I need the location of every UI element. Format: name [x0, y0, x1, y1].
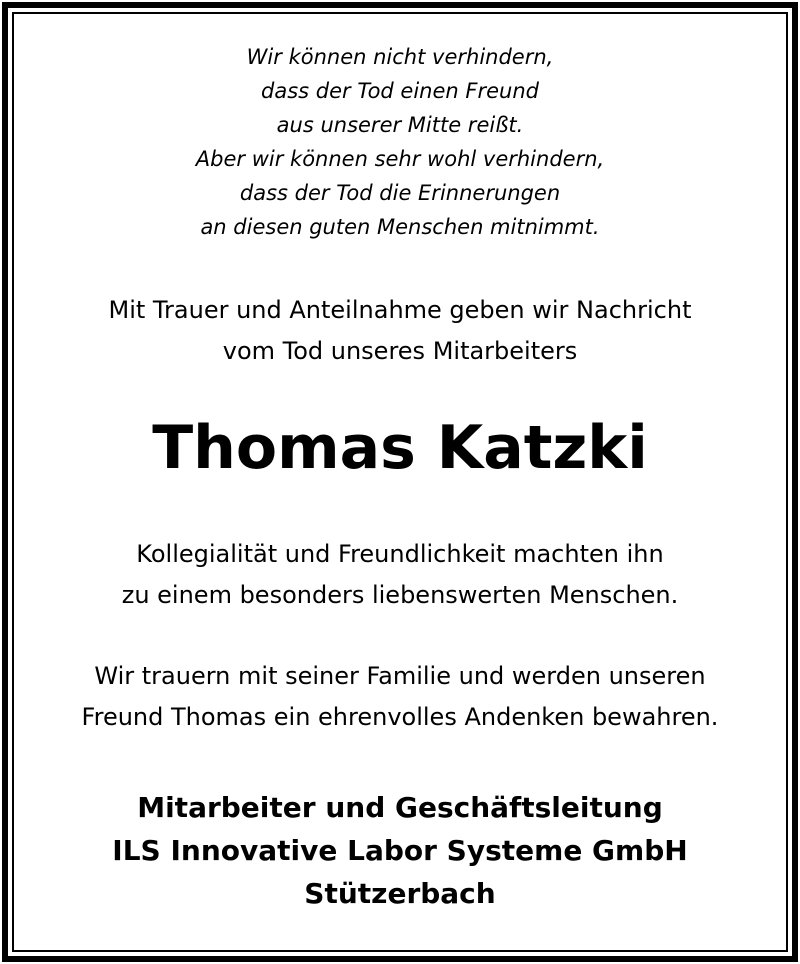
- tribute-line: zu einem besonders liebenswerten Menschen.: [121, 581, 679, 609]
- announcement-intro: [14, 290, 786, 372]
- poem-line: dass der Tod die Erinnerungen: [239, 181, 561, 205]
- mourning-line: Wir trauern mit seiner Familie und werden unseren: [94, 662, 706, 690]
- memorial-poem: [14, 40, 786, 244]
- company-location: Stützerbach: [304, 877, 496, 910]
- deceased-name: Thomas Katzki: [152, 413, 648, 483]
- poem-line: Wir können nicht verhindern,: [246, 45, 554, 69]
- signature-block: [14, 786, 786, 915]
- mourning-text: [14, 656, 786, 738]
- poem-line: Aber wir können sehr wohl verhindern,: [195, 147, 605, 171]
- signature-line: Mitarbeiter und Geschäftsleitung: [137, 791, 663, 824]
- intro-line: Mit Trauer und Anteilnahme geben wir Nachricht: [108, 296, 692, 324]
- tribute-line: Kollegialität und Freundlichkeit machten ihn: [136, 540, 664, 568]
- mourning-line: Freund Thomas ein ehrenvolles Andenken bewahren.: [81, 703, 719, 731]
- intro-line: vom Tod unseres Mitarbeiters: [222, 337, 578, 365]
- poem-line: aus unserer Mitte reißt.: [276, 113, 524, 137]
- poem-line: dass der Tod einen Freund: [261, 79, 539, 103]
- company-name: ILS Innovative Labor Systeme GmbH: [112, 834, 688, 867]
- tribute-text: [14, 534, 786, 616]
- poem-line: an diesen guten Menschen mitnimmt.: [200, 215, 600, 239]
